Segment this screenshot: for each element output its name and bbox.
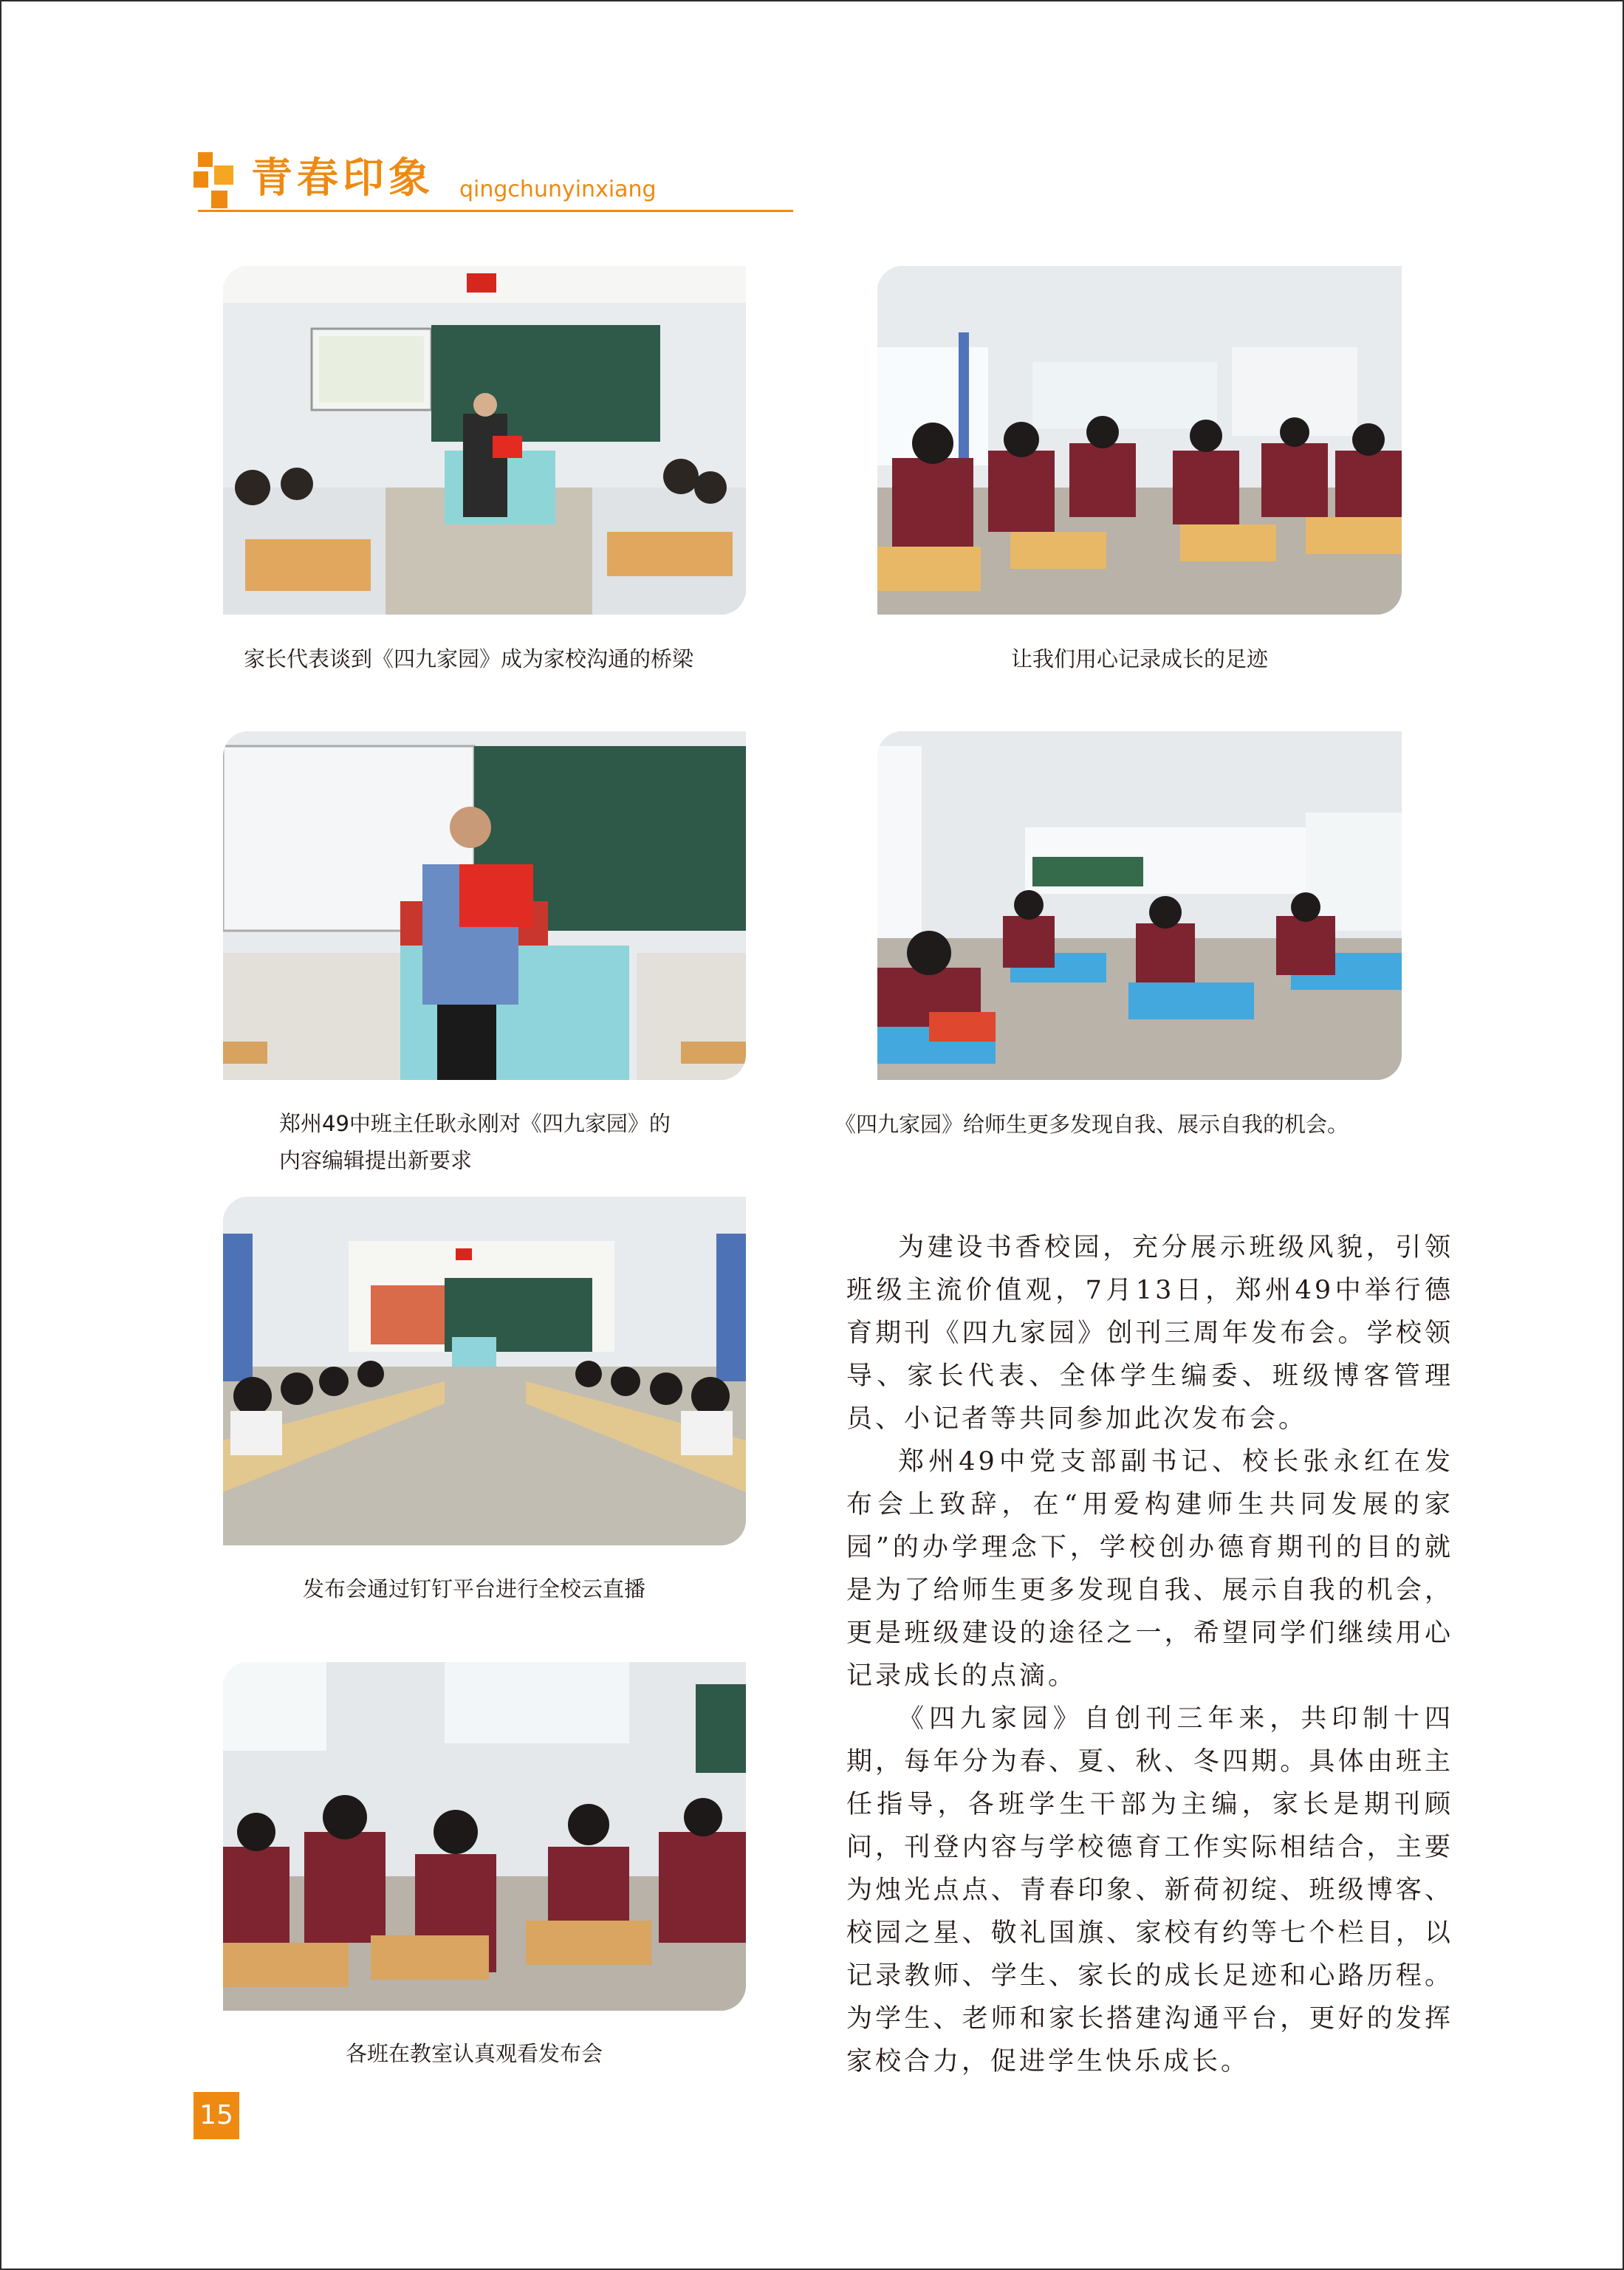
- photo-5-caption: 发布会通过钉钉平台进行全校云直播: [303, 1576, 646, 1601]
- photo-cloud-livestream: [223, 1197, 746, 1545]
- header-rule: [198, 210, 793, 212]
- photo-2-caption: 让我们用心记录成长的足迹: [1010, 646, 1268, 671]
- photo-students-blue-desks: [877, 731, 1402, 1080]
- photo-head-teacher: [223, 731, 746, 1080]
- photo-class-watching: [223, 1662, 746, 2011]
- photo-3-caption-line-1: 郑州49中班主任耿永刚对《四九家园》的: [279, 1111, 671, 1136]
- photo-students-recording: [877, 266, 1402, 615]
- section-title: 青春印象: [251, 154, 434, 202]
- photo-6-caption: 各班在教室认真观看发布会: [346, 2041, 603, 2066]
- photo-parent-representative: [223, 266, 746, 615]
- article-paragraph: 《四九家园》自创刊三年来，共印制十四期，每年分为春、夏、秋、冬四期。具体由班主任指导，各班学生干部为主编，家长是期刊顾问，刊登内容与学校德育工作实际相结合，主要为烛光点点、青春印象、新荷初绽、班级博客、校园之星、敬礼国旗、家校有约等七个栏目，以记录教师、学生、家长的成长足迹和心路历程。为学生、老师和家长搭建沟通平台，更好的发挥家校合力，促进学生快乐成长。: [846, 1704, 1453, 2076]
- article-body: [846, 1226, 1453, 2083]
- article-paragraph: 为建设书香校园，充分展示班级风貌，引领班级主流价值观，7月13日，郑州49中举行德育期刊《四九家园》创刊三周年发布会。学校领导、家长代表、全体学生编委、班级博客管理员、小记者等共同参加此次发布会。: [846, 1233, 1453, 1434]
- article-paragraph: 郑州49中党支部副书记、校长张永红在发布会上致辞，在“用爱构建师生共同发展的家园”的办学理念下，学校创办德育期刊的目的就是为了给师生更多发现自我、展示自我的机会，更是班级建设的途径之一，希望同学们继续用心记录成长的点滴。: [846, 1447, 1453, 1691]
- page-number: 15: [193, 2092, 239, 2139]
- photo-4-caption: 《四九家园》给师生更多发现自我、展示自我的机会。: [835, 1112, 1349, 1137]
- section-pinyin: qingchunyinxiang: [459, 177, 657, 202]
- photo-1-caption: 家长代表谈到《四九家园》成为家校沟通的桥梁: [244, 646, 694, 671]
- photo-3-caption-line-2: 内容编辑提出新要求: [279, 1148, 473, 1173]
- section-logo-icon: [193, 152, 235, 211]
